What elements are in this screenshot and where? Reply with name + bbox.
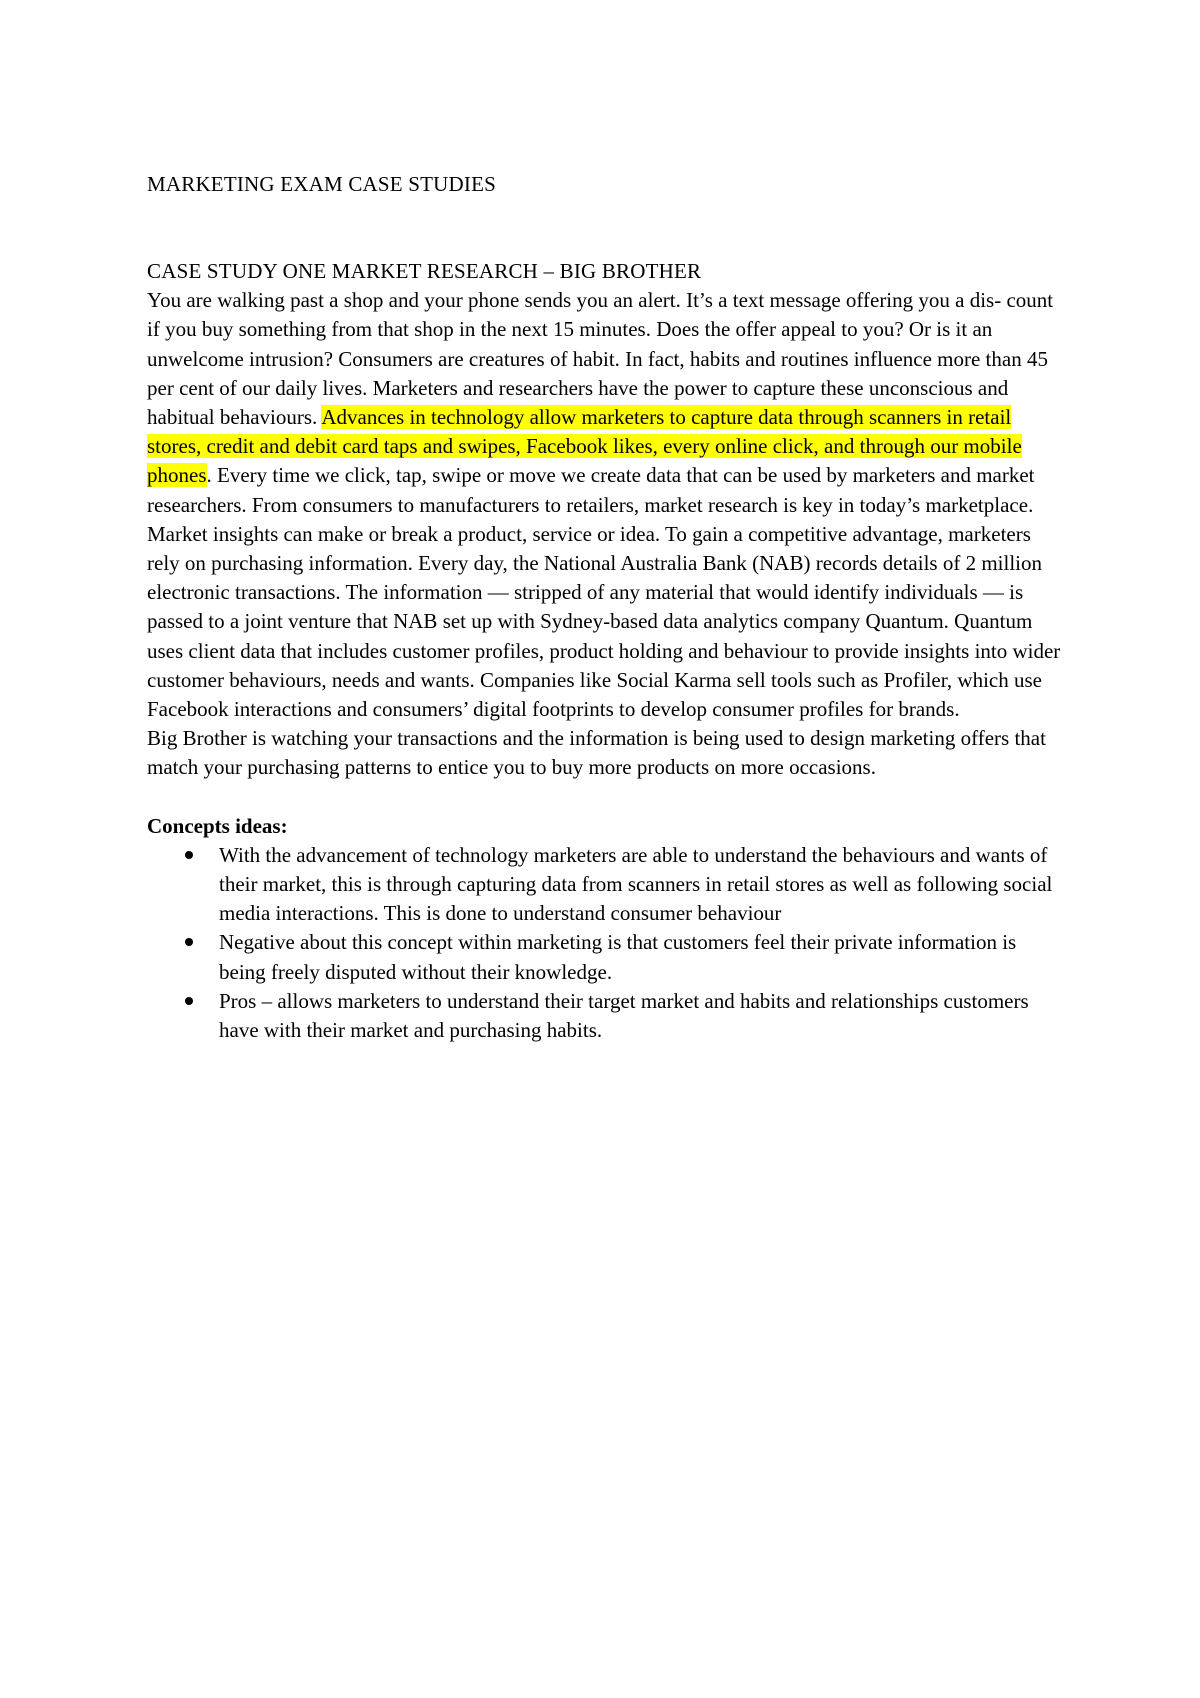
bullet-icon [185, 997, 193, 1005]
concept-item [147, 987, 1067, 1045]
concept-item-text: Negative about this concept within marketing is that customers feel their private information is being freely disputed without their knowledge. [219, 930, 1017, 984]
concepts-heading: Concepts ideas: [147, 813, 288, 838]
document-title: MARKETING EXAM CASE STUDIES [147, 172, 496, 196]
case-study-heading: CASE STUDY ONE MARKET RESEARCH – BIG BROTHER [147, 259, 702, 283]
concept-item [147, 928, 1067, 986]
concepts-list [147, 841, 1067, 1045]
case-study-paragraph-1 [147, 286, 1067, 724]
concept-item-text: With the advancement of technology marketers are able to understand the behaviours and wants of their market, this is through capturing data from scanners in retail stores as well as following social media interactions. This is done to understand consumer behaviour [219, 842, 1053, 926]
paragraph-1-intro: You are walking past a shop and your phone sends you an alert. It’s a text message offering you a dis- count if you buy something from that shop in the next 15 minutes. Does the offer appeal to you? Or is it an unwelcome intrusion? Consumers are creatures of habit. In fact, habits and routines influence more than 45 per cent of our daily lives. Marketers and researchers have the power to capture these unconscious and habitual behaviours. [147, 288, 1054, 430]
paragraph-1-continuation: . Every time we click, tap, swipe or move we create data that can be used by marketers and market researchers. From consumers to manufacturers to retailers, market research is key in today’s marketplace. Market insights can make or break a product, service or idea. To gain a competitive advantage, marketers rely on purchasing information. Every day, the National Australia Bank (NAB) records details of 2 million electronic transactions. The information — stripped of any material that would identify individuals — is passed to a joint venture that NAB set up with Sydney-based data analytics company Quantum. Quantum uses client data that includes customer profiles, product holding and behaviour to provide insights into wider customer behaviours, needs and wants. Companies like Social Karma sell tools such as Profiler, which use Facebook interactions and consumers’ digital footprints to develop consumer profiles for brands. [147, 463, 1061, 722]
concept-item [147, 841, 1067, 929]
case-study-paragraph-2: Big Brother is watching your transactions and the information is being used to design marketing offers that match your purchasing patterns to entice you to buy more products on more occasions. [147, 726, 1046, 780]
concept-item-text: Pros – allows marketers to understand their target market and habits and relationships customers have with their market and purchasing habits. [219, 988, 1029, 1043]
bullet-icon [185, 851, 193, 859]
bullet-icon [185, 938, 193, 946]
document-page [147, 170, 1067, 1045]
highlighted-passage: Advances in technology allow marketers to capture data through scanners in retail stores, credit and debit card taps and swipes, Facebook likes, every online click, and through our mobile phones [147, 405, 1022, 488]
